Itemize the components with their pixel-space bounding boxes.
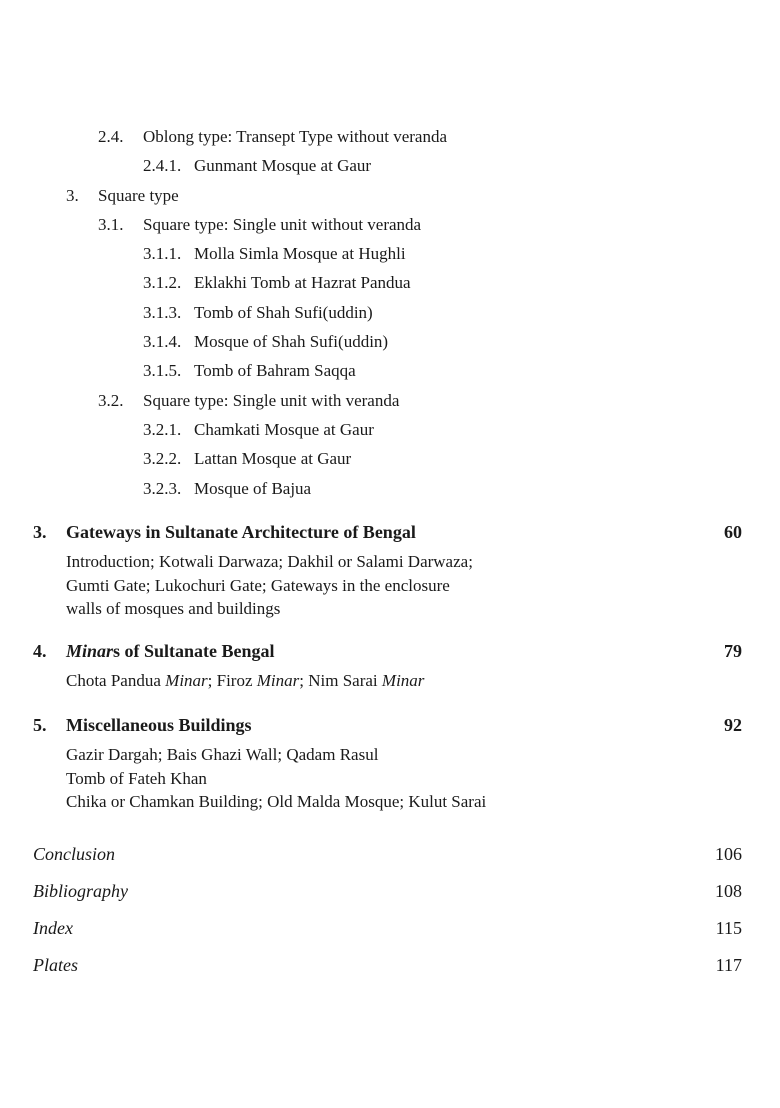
toc-entry — [0, 415, 780, 444]
entry-number: 2.4. — [98, 127, 124, 146]
description-line: Tomb of Fateh Khan — [66, 768, 207, 788]
back-title: Bibliography — [33, 881, 128, 901]
chapter-5 — [0, 712, 780, 814]
toc-entry — [0, 239, 780, 268]
entry-title: Gunmant Mosque at Gaur — [194, 156, 372, 176]
entry-number: 3.1.1. — [143, 244, 182, 264]
back-matter-bibliography — [33, 878, 742, 904]
chapter-title — [66, 638, 275, 664]
page-number: 117 — [715, 955, 742, 975]
back-matter-index — [33, 915, 742, 941]
entry-title: Molla Simla Mosque at Hughli — [194, 244, 406, 264]
toc-entry — [0, 181, 780, 210]
description-line — [66, 669, 780, 693]
page-number: 108 — [715, 881, 742, 901]
toc-entry — [0, 474, 780, 503]
entry-title: Oblong type: Transept Type without veranda — [143, 127, 447, 146]
desc-italic: Minar — [256, 671, 300, 690]
entry-number: 2.4.1. — [143, 156, 182, 176]
entry-title: Square type: Single unit without veranda — [143, 214, 422, 234]
chapter-title: Gateways in Sultanate Architecture of Bengal — [66, 522, 416, 542]
entry-title: Tomb of Bahram Saqqa — [194, 361, 356, 381]
page-number: 60 — [724, 522, 742, 542]
chapter-number: 5. — [33, 715, 47, 735]
entry-title: Square type: Single unit with veranda — [143, 390, 400, 410]
chapter-title-rest: s of Sultanate Bengal — [113, 641, 275, 661]
description-line: Introduction; Kotwali Darwaza; Dakhil or Salami Darwaza; — [66, 552, 473, 571]
page-number: 115 — [715, 918, 742, 938]
description-line: Chika or Chamkan Building; Old Malda Mosque; Kulut Sarai — [66, 792, 487, 811]
entry-title: Mosque of Bajua — [194, 478, 312, 498]
entry-title: Chamkati Mosque at Gaur — [194, 419, 374, 439]
chapter-title: Miscellaneous Buildings — [66, 715, 252, 735]
back-title: Index — [33, 918, 73, 938]
desc-text: Chota Pandua — [66, 671, 166, 690]
entry-title: Eklakhi Tomb at Hazrat Pandua — [194, 273, 411, 293]
chapter-description — [66, 550, 780, 621]
toc-entry — [0, 298, 780, 327]
entry-number: 3.1. — [98, 214, 124, 234]
desc-italic: Minar — [165, 671, 208, 690]
entry-title: Square type — [98, 185, 179, 205]
entry-number: 3.1.4. — [143, 332, 182, 352]
chapter-number: 3. — [33, 522, 47, 542]
chapter-description — [66, 743, 780, 814]
back-matter-conclusion — [33, 841, 742, 867]
entry-number: 3.2.2. — [143, 449, 182, 469]
chapter-4 — [0, 638, 780, 693]
back-matter-plates — [33, 952, 742, 978]
toc-entry — [0, 356, 780, 385]
desc-text: ; Firoz — [207, 671, 257, 690]
toc-entry — [0, 444, 780, 473]
entry-number: 3.1.5. — [143, 361, 182, 381]
page-number: 106 — [715, 844, 742, 864]
toc-entry — [0, 386, 780, 415]
entry-number: 3.2.3. — [143, 478, 182, 498]
chapter-number: 4. — [33, 641, 47, 661]
back-title: Conclusion — [33, 844, 116, 864]
toc-entry — [0, 268, 780, 297]
subsection-list — [0, 122, 780, 503]
page-number: 92 — [724, 715, 742, 735]
desc-text: ; Nim Sarai — [299, 671, 382, 690]
description-line: Gazir Dargah; Bais Ghazi Wall; Qadam Rasul — [66, 745, 379, 764]
page-number: 79 — [724, 641, 742, 661]
entry-title: Tomb of Shah Sufi(uddin) — [194, 302, 373, 322]
entry-title: Mosque of Shah Sufi(uddin) — [194, 332, 389, 352]
desc-italic: Minar — [381, 671, 425, 690]
chapter-title-italic: Minar — [66, 641, 114, 661]
back-title: Plates — [33, 955, 78, 975]
entry-number: 3.2.1. — [143, 419, 182, 439]
toc-entry — [0, 122, 780, 151]
entry-number: 3. — [66, 185, 79, 205]
description-line: walls of mosques and buildings — [66, 599, 281, 618]
entry-title: Lattan Mosque at Gaur — [194, 449, 352, 469]
toc-entry — [0, 210, 780, 239]
chapter-3 — [0, 519, 780, 621]
entry-number: 3.1.3. — [143, 302, 182, 322]
chapter-description — [66, 669, 780, 693]
entry-number: 3.1.2. — [143, 273, 182, 293]
entry-number: 3.2. — [98, 390, 124, 410]
toc-entry — [0, 327, 780, 356]
toc-entry — [0, 151, 780, 180]
description-line: Gumti Gate; Lukochuri Gate; Gateways in the enclosure — [66, 575, 450, 595]
